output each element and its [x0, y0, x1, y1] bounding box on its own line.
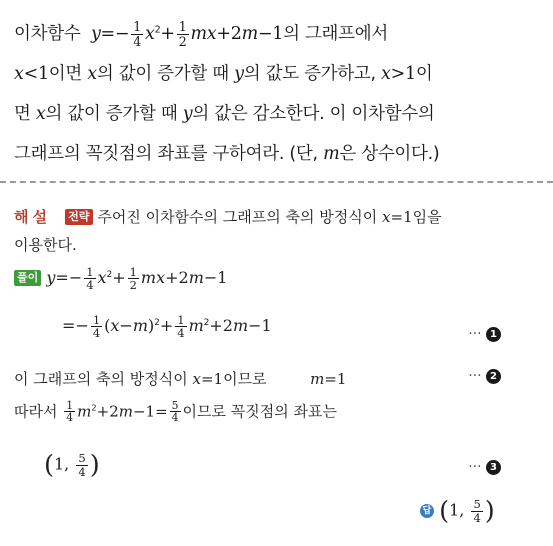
strategy-row-2 [14, 234, 77, 255]
step-text: 이므로 꼭짓점의 좌표는 [182, 402, 337, 421]
problem-line-3: 면 x의 값이 증가할 때 y의 값은 감소한다. 이 이차함수의 [14, 104, 435, 124]
problem-text: 의 값이 증가할 때 [96, 64, 229, 84]
pul-tag: 풀이 [14, 270, 41, 286]
fraction: $\frac{1}{4}$ [133, 19, 141, 49]
therefore-row: 따라서 $\frac{1}{4}$ $m^2+2m-1=$ $\frac{5}{4}$ 이므로 꼭짓점의 좌표는 [14, 399, 337, 425]
section-divider [0, 181, 553, 183]
problem-text: 이차함수 [14, 24, 81, 44]
number-circle-icon: 1 [486, 327, 501, 342]
problem-text: 의 값도 증가하고, [243, 64, 376, 84]
problem-text: 의 값이 증가할 때 [45, 104, 178, 124]
strategy-tag: 전략 [65, 209, 92, 225]
number-circle-icon: 3 [486, 460, 501, 475]
fraction: $\frac{1}{2}$ [178, 19, 187, 49]
step-marker-2 [468, 368, 501, 384]
strategy-text: 이용한다. [14, 236, 77, 254]
step-text: 따라서 [14, 402, 58, 421]
axis-row: 이 그래프의 축의 방정식이 x=1이므로 m=1 [14, 370, 347, 388]
fraction: $\frac{1}{2}$ [129, 265, 137, 293]
problem-text: 이면 [48, 64, 82, 84]
ellipsis: ··· [468, 326, 482, 342]
fraction: $\frac{5}{4}$ [473, 497, 481, 525]
vertex-row: (1, $\frac{5}{4}$ ) [44, 450, 100, 480]
problem-line-2: x<1이면 x의 값이 증가할 때 y의 값도 증가하고, x>1이 [14, 64, 433, 84]
fraction: $\frac{1}{4}$ [177, 313, 185, 341]
step-marker-1 [468, 326, 501, 342]
answer-row: 답 (1, $\frac{5}{4}$ ) [420, 496, 495, 526]
step-text: 이 그래프의 축의 방정식이 [14, 370, 188, 388]
problem-text: 의 그래프에서 [283, 24, 388, 44]
answer-icon: 답 [420, 504, 434, 518]
ellipsis: ··· [468, 459, 482, 475]
pul-row: 풀이 y=− $\frac{1}{4}$ $x^2+$ $\frac{1}{2}$ mx+2m−1 [14, 266, 227, 291]
fraction: $\frac{1}{4}$ [92, 313, 101, 341]
strategy-text: 임을 [412, 208, 442, 226]
fraction: $\frac{1}{4}$ [86, 265, 94, 293]
step-marker-3 [468, 459, 501, 475]
problem-line-4: 그래프의 꼭짓점의 좌표를 구하여라. (단, m은 상수이다.) [14, 144, 440, 164]
problem-line-1: 이차함수 y=− $\frac{1}{4}$ $x^2+$ $\frac{1}{2}$ mx+2m−1의 그래프에서 [14, 19, 388, 49]
problem-text: 이 [415, 64, 433, 84]
strategy-text: 주어진 이차함수의 그래프의 축의 방정식이 [97, 208, 378, 226]
number-circle-icon: 2 [486, 369, 501, 384]
solution-section [0, 196, 553, 546]
fraction: $\frac{5}{4}$ [171, 399, 179, 425]
strategy-row: 해설 전략 주어진 이차함수의 그래프의 축의 방정식이 x=1임을 [14, 208, 442, 226]
fraction: $\frac{1}{4}$ [66, 399, 74, 425]
problem-statement [0, 0, 553, 176]
step-text: 이므로 [223, 370, 267, 388]
ellipsis: ··· [468, 368, 482, 384]
problem-text: 면 [14, 104, 31, 124]
problem-text: 그래프의 꼭짓점의 좌표를 구하여라. (단, [14, 144, 318, 164]
problem-text: 의 값은 감소한다. 이 이차함수의 [192, 104, 435, 124]
haeseol-label: 해설 [14, 208, 51, 226]
problem-text: 은 상수이다.) [339, 144, 440, 164]
fraction: $\frac{5}{4}$ [78, 451, 86, 479]
equation-row-2: =− $\frac{1}{4}$ $(x-m)^2+$ $\frac{1}{4}$ $m^2+2m-1$ [62, 313, 272, 341]
